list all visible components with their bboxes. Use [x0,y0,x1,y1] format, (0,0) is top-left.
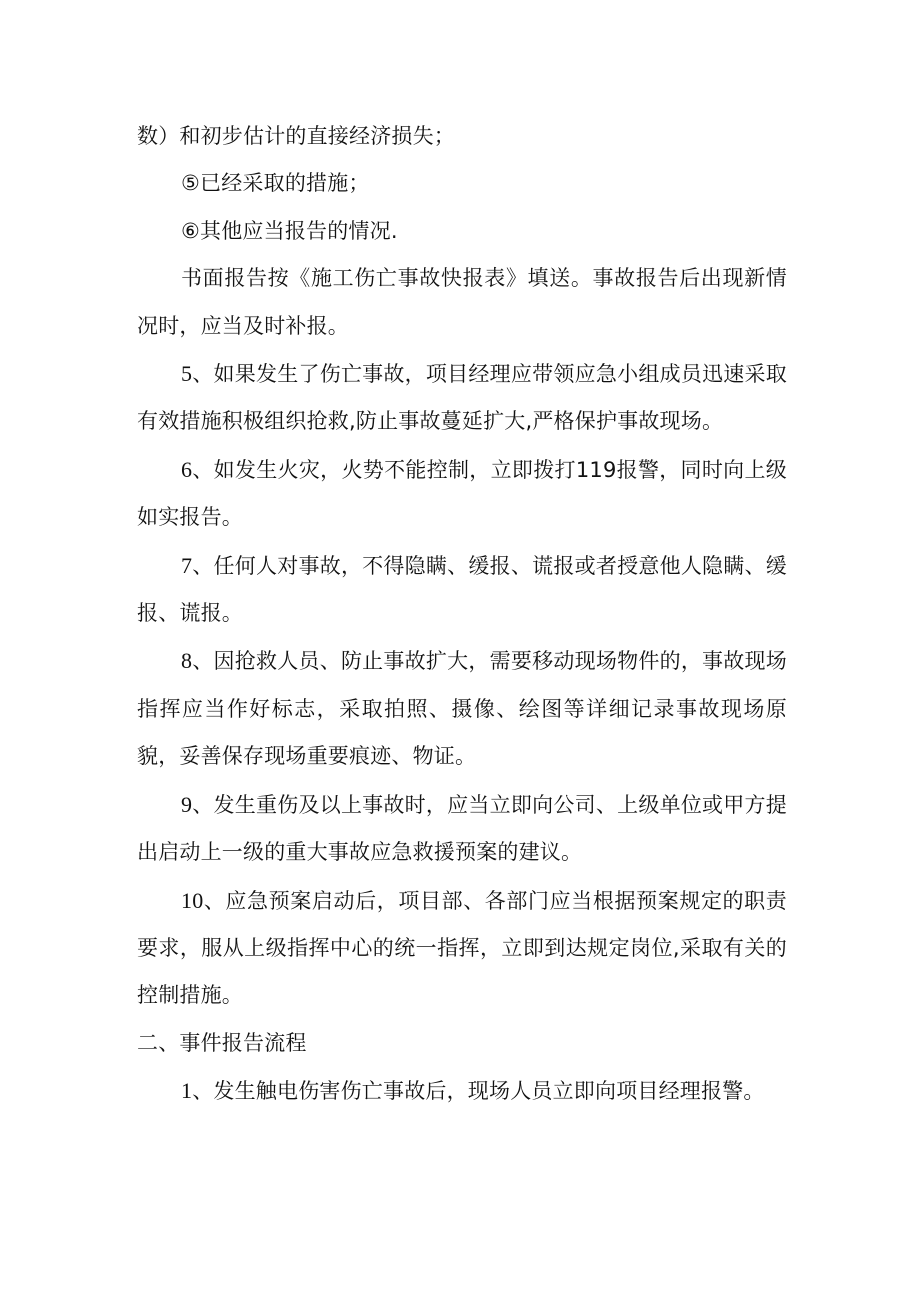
paragraph-measures-taken [137,160,787,207]
paragraph-item-7 [137,542,787,638]
paragraph-text: 、应急预案启动后，项目部、各部门应当根据预案规定的职责要求，服从上级指挥中心的统一指挥，立即到达规定岗位,采取有关的控制措施。 [137,888,787,1008]
section-heading-event-report-flow [137,1020,787,1067]
paragraph-item-5 [137,350,787,446]
document-body [137,113,787,1116]
item-number: 5 [181,361,193,387]
item-number: 9 [181,791,193,817]
paragraph-written-report [137,255,787,350]
paragraph-other-situations [137,208,787,255]
paragraph-text: ⑥其他应当报告的情况. [181,218,398,243]
item-number: 8 [181,648,193,674]
paragraph-item-6 [137,446,787,542]
paragraph-text: 、发生重伤及以上事故时，应当立即向公司、上级单位或甲方提出启动上一级的重大事故应急救援预案的建议。 [137,792,787,865]
paragraph-text: 书面报告按《施工伤亡事故快报表》填送。事故报告后出现新情况时，应当及时补报。 [137,266,787,338]
paragraph-text: 、如发生火灾，火势不能控制，立即拨打119报警，同时向上级如实报告。 [137,457,787,530]
paragraph-text: 、发生触电伤害伤亡事故后，现场人员立即向项目经理报警。 [192,1079,765,1104]
paragraph-text: 、任何人对事故，不得隐瞒、缓报、谎报或者授意他人隐瞒、缓报、谎报。 [137,553,787,626]
paragraph-text: ⑤已经采取的措施； [181,171,370,196]
item-number: 1 [181,1078,193,1104]
item-number: 7 [181,552,193,578]
paragraph-text: 、如果发生了伤亡事故，项目经理应带领应急小组成员迅速采取有效措施积极组织抢救,防止事故蔓延扩大,严格保护事故现场。 [137,362,787,434]
paragraph-direct-economic-loss [137,113,787,160]
paragraph-flow-item-1 [137,1067,787,1115]
paragraph-item-8 [137,637,787,780]
paragraph-item-9 [137,781,787,877]
paragraph-text: 数）和初步估计的直接经济损失； [137,124,455,148]
item-number: 6 [181,456,193,482]
item-number: 10 [181,887,204,913]
paragraph-item-10 [137,877,787,1020]
paragraph-text: 、因抢救人员、防止事故扩大，需要移动现场物件的，事故现场指挥应当作好标志，采取拍照、摄像、绘图等详细记录事故现场原貌，妥善保存现场重要痕迹、物证。 [137,649,787,769]
heading-text: 二、事件报告流程 [137,1030,307,1055]
